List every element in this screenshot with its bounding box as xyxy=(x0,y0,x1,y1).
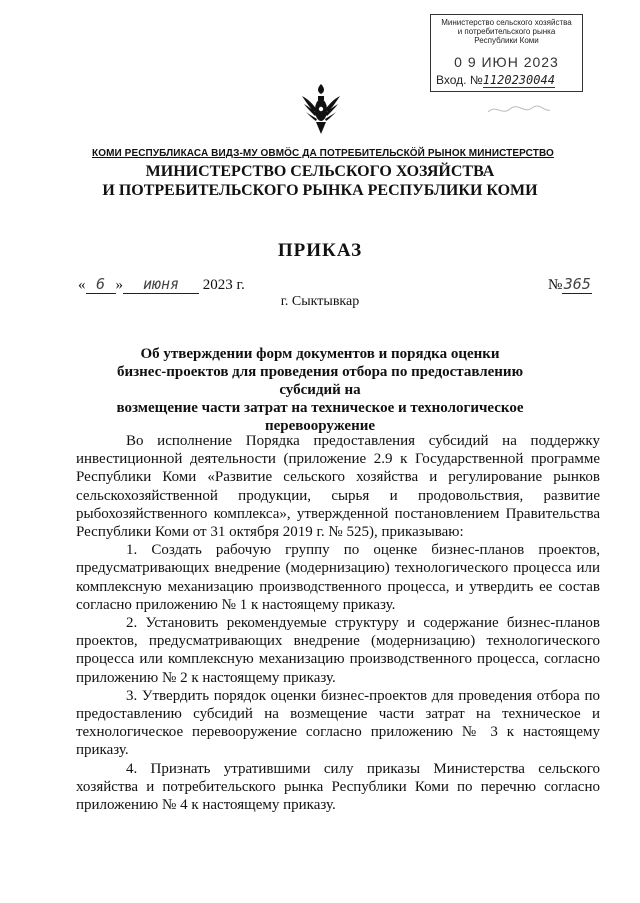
stamp-incoming-number xyxy=(436,73,555,87)
order-subject xyxy=(100,345,540,435)
stamp-org-line: и потребительского рынка xyxy=(457,27,556,36)
pen-scribble-mark xyxy=(484,100,554,120)
subject-line: бизнес-проектов для проведения отбора по предоставлению субсидий на xyxy=(116,364,524,398)
order-city: г. Сыктывкар xyxy=(280,294,360,309)
subject-line: возмещение части затрат на техническое и технологическое xyxy=(116,400,524,416)
body-item-2: 2. Установить рекомендуемые структуру и содержание бизнес-планов проектов, предусматривающих внедрение (модернизацию) технологического процесса или комплексную механизацию производственного процесса, согласно приложению № 2 к настоящему приказу. xyxy=(76,615,600,686)
ministry-name-line: И ПОТРЕБИТЕЛЬСКОГО РЫНКА РЕСПУБЛИКИ КОМИ xyxy=(102,182,538,199)
order-date xyxy=(78,275,245,294)
order-day: 6 xyxy=(86,275,116,294)
ministry-name-line: МИНИСТЕРСТВО СЕЛЬСКОГО ХОЗЯЙСТВА xyxy=(145,163,495,180)
order-body xyxy=(76,432,600,814)
subject-line: Об утверждении форм документов и порядка оценки xyxy=(140,346,500,362)
registration-stamp xyxy=(430,14,583,92)
stamp-date: 0 9 ИЮН 2023 xyxy=(454,54,559,70)
stamp-incoming-label: Вход. № xyxy=(436,73,483,87)
body-intro-paragraph: Во исполнение Порядка предоставления субсидий на поддержку инвестиционной деятельности (приложение 2.9 к Государственной программе Республики Коми «Развитие сельского хозяйства и регулирование рынков сельскохозяйственной продукции, сырья и продовольствия, развитие рыбохозяйственного комплекса», утвержденной постановлением Правительства Республики Коми от 31 октября 2019 г. № 525), приказываю: xyxy=(76,433,600,541)
order-number-value: 365 xyxy=(563,275,591,293)
body-item-4: 4. Признать утратившими силу приказы Министерства сельского хозяйства и потребительского рынка Республики Коми по перечню согласно приложению № 4 к настоящему приказу. xyxy=(76,760,600,814)
coat-of-arms-emblem xyxy=(300,82,342,138)
ministry-name xyxy=(0,162,640,200)
stamp-org-line: Республики Коми xyxy=(474,36,539,45)
stamp-org-line: Министерство сельского хозяйства xyxy=(441,18,572,27)
quote-open: « xyxy=(78,277,86,293)
body-item-1: 1. Создать рабочую группу по оценке бизнес-планов проектов, предусматривающих внедрение (модернизацию) технологического процесса или комплексную механизацию производственного процесса, и утвердить ее состав согласно приложению № 1 к настоящему приказу. xyxy=(76,542,600,613)
order-number xyxy=(548,275,592,294)
ministry-name-komi: КОМИ РЕСПУБЛИКАСА ВИДЗ-МУ ОВМÖС ДА ПОТРЕБИТЕЛЬСКÖЙ РЫНОК МИНИСТЕРСТВО xyxy=(92,148,554,159)
body-item-3: 3. Утвердить порядок оценки бизнес-проектов для проведения отбора по предоставлению субсидий на возмещение части затрат на техническое и технологическое перевооружение согласно приложению № 3 к настоящему приказу. xyxy=(76,687,600,759)
order-number-label: № xyxy=(548,277,563,293)
quote-close: » xyxy=(115,277,123,293)
document-title: ПРИКАЗ xyxy=(277,240,363,261)
order-month: июня xyxy=(123,275,199,294)
stamp-incoming-value: 1120230044 xyxy=(482,73,555,87)
subject-line: перевооружение xyxy=(264,418,376,434)
stamp-organization xyxy=(431,18,582,45)
order-year: 2023 г. xyxy=(202,277,245,293)
